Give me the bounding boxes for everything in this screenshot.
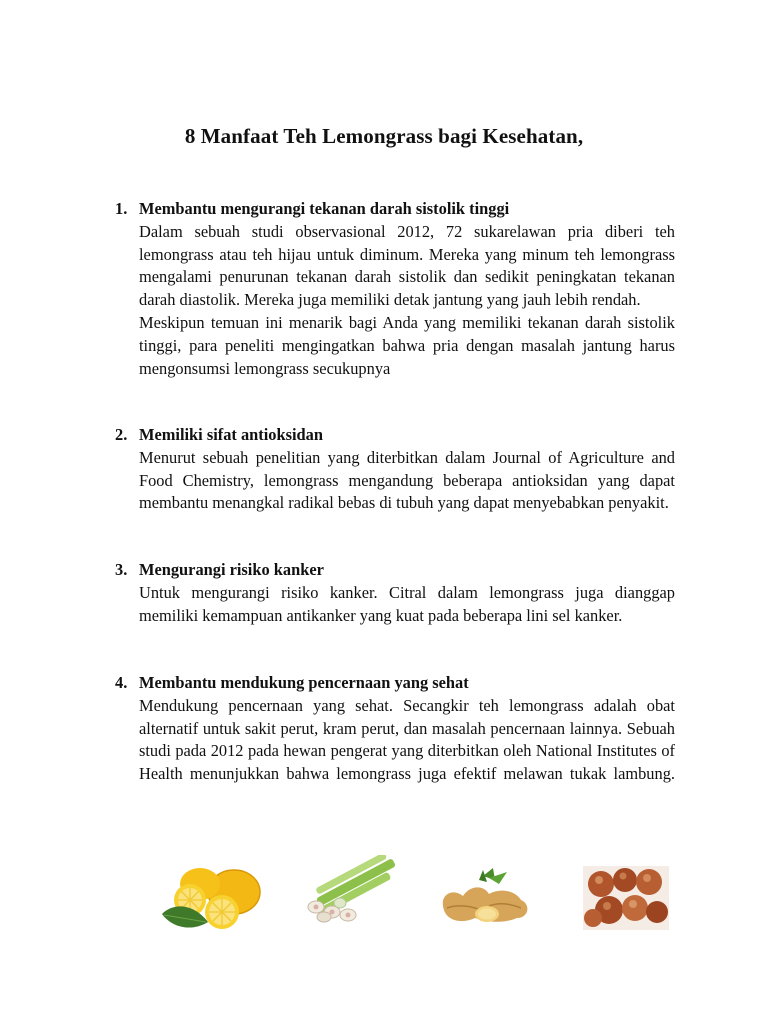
- section-heading: [115, 424, 675, 447]
- section-heading: [115, 198, 675, 221]
- section-heading: [115, 559, 675, 582]
- paragraph: Dalam sebuah studi observasional 2012, 72 sukarelawan pria diberi teh lemongrass atau teh hijau untuk diminum. Mereka yang minum teh lemongrass mengalami penurunan tekanan darah sistolik dan sedikit peningkatan tekanan darah diastolik. Mereka juga memiliki detak jantung yang jauh lebih rendah.: [139, 221, 675, 310]
- section-3: [115, 559, 675, 627]
- section-number: 2.: [115, 425, 128, 444]
- nuts-image: [583, 866, 669, 930]
- section-number: 1.: [115, 199, 128, 218]
- section-title: Membantu mendukung pencernaan yang sehat: [139, 673, 469, 692]
- section-heading: [115, 672, 675, 695]
- paragraph: Untuk mengurangi risiko kanker. Citral dalam lemongrass juga dianggap memiliki kemampuan antikanker yang kuat pada beberapa lini sel kanker.: [139, 582, 675, 625]
- section-title: Memiliki sifat antioksidan: [139, 425, 323, 444]
- ginger-image: [437, 866, 533, 928]
- lemons-image: [160, 862, 268, 934]
- paragraph: Mendukung pencernaan yang sehat. Secangkir teh lemongrass adalah obat alternatif untuk sakit perut, kram perut, dan masalah pencernaan lainnya. Sebuah studi pada 2012 pada hewan pengerat yang diterbitkan oleh National Institutes of Health menunjukkan bahwa lemongrass juga efektif melawan tukak lambung.: [139, 695, 675, 784]
- section-body: [139, 447, 675, 515]
- paragraph: Menurut sebuah penelitian yang diterbitkan dalam Journal of Agriculture and Food Chemistry, lemongrass mengandung beberapa antioksidan yang dapat membantu menangkal radikal bebas di tubuh yang dapat menyebabkan penyakit.: [139, 447, 675, 513]
- section-number: 4.: [115, 673, 128, 692]
- section-body: [139, 582, 675, 628]
- section-title: Mengurangi risiko kanker: [139, 560, 324, 579]
- section-number: 3.: [115, 560, 128, 579]
- section-2: [115, 424, 675, 515]
- section-body: [139, 221, 675, 381]
- section-body: [139, 695, 675, 786]
- section-4: [115, 672, 675, 786]
- section-title: Membantu mengurangi tekanan darah sistolik tinggi: [139, 199, 510, 218]
- paragraph: Meskipun temuan ini menarik bagi Anda yang memiliki tekanan darah sistolik tinggi, para peneliti mengingatkan bahwa pria dengan masalah jantung harus mengonsumsi lemongrass secukupnya: [139, 312, 675, 378]
- section-1: [115, 198, 675, 380]
- lemongrass-image: [294, 855, 400, 925]
- page-title: 8 Manfaat Teh Lemongrass bagi Kesehatan,: [184, 124, 584, 148]
